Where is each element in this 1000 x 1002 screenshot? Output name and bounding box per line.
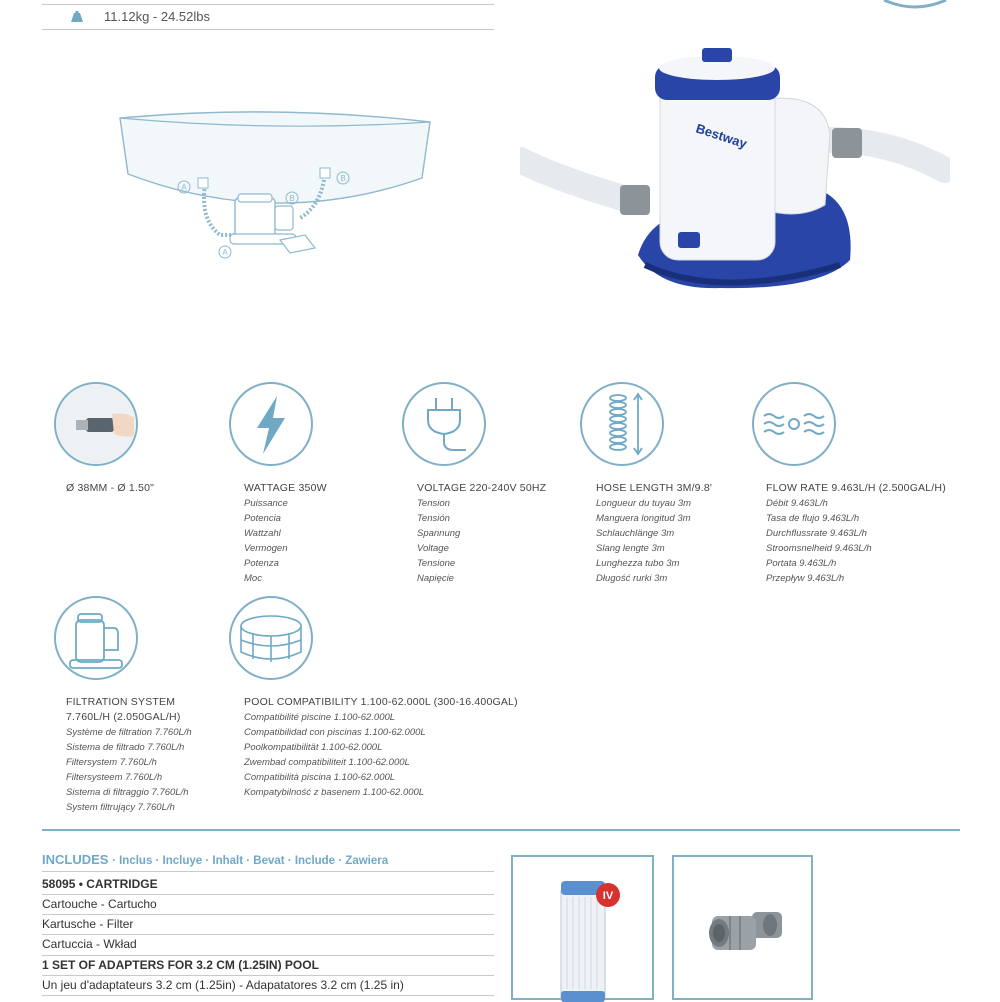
- plug-icon: [402, 382, 486, 466]
- diagram-label-b2: B: [289, 194, 295, 203]
- spec-connector-title: Ø 38MM - Ø 1.50": [66, 482, 155, 494]
- weight-icon: [70, 11, 84, 23]
- spec-hose-fr: Longueur du tuyau 3m: [596, 498, 692, 509]
- filter-pump-icon: [54, 596, 138, 680]
- spec-flow-rate-pl: Przepływ 9.463L/h: [766, 573, 845, 584]
- spec-pool-title: POOL COMPATIBILITY 1.100-62.000L (300-16.400GAL): [244, 696, 518, 708]
- spec-filtration-es: Sistema de filtrado 7.760L/h: [66, 742, 185, 753]
- spec-filtration-it: Sistema di filtraggio 7.760L/h: [66, 787, 189, 798]
- spec-voltage-title: VOLTAGE 220-240V 50HZ: [417, 482, 547, 494]
- spec-hose-title: HOSE LENGTH 3M/9.8': [596, 482, 713, 494]
- spec-pool-fr: Compatibilité piscine 1.100-62.000L: [244, 712, 396, 723]
- includes-rule-6: [42, 995, 494, 996]
- logo-arc-icon: [880, 0, 950, 10]
- weight-label: 11.12kg - 24.52lbs: [104, 9, 210, 24]
- spec-flow-rate: [766, 481, 946, 586]
- cartridge-image-box: [511, 855, 654, 1000]
- include-adapters-fr-es: Un jeu d'adaptateurs 3.2 cm (1.25in) - Adapatatores 3.2 cm (1.25 in): [42, 978, 404, 992]
- spec-hose-de: Schlauchlänge 3m: [596, 528, 675, 539]
- spec-wattage-fr: Puissance: [244, 498, 288, 509]
- spec-filtration-fr: Système de filtration 7.760L/h: [66, 727, 192, 738]
- connector-icon: [54, 382, 138, 466]
- include-cartridge-de-nl: Kartusche - Filter: [42, 917, 134, 931]
- spec-filtration: [66, 695, 192, 815]
- spec-filtration-nl: Filtersysteem 7.760L/h: [66, 772, 163, 783]
- include-cartridge-title: 58095 • CARTRIDGE: [42, 877, 158, 891]
- spec-hose: [596, 481, 712, 586]
- filter-pump-product-image: [520, 40, 950, 300]
- includes-heading: [42, 852, 388, 867]
- diagram-label-a2: A: [222, 248, 228, 257]
- spec-wattage-title: WATTAGE 350W: [244, 482, 327, 494]
- weight-divider: [42, 29, 494, 30]
- spec-hose-es: Manguera longitud 3m: [596, 513, 691, 524]
- includes-rule-3: [42, 934, 494, 935]
- includes-rule-4: [42, 955, 494, 956]
- spec-connector: [66, 481, 154, 496]
- weight-row: [70, 9, 210, 24]
- cartridge-badge: IV: [602, 890, 614, 902]
- spec-pool-de: Poolkompatibilität 1.100-62.000L: [244, 742, 383, 753]
- spec-pool-es: Compatibilidad con piscinas 1.100-62.000L: [244, 727, 426, 738]
- diagram-label-a: A: [181, 183, 187, 192]
- spec-wattage: [244, 481, 327, 586]
- spec-hose-it: Lunghezza tubo 3m: [596, 558, 680, 569]
- spec-pool-it: Compatibilità piscina 1.100-62.000L: [244, 772, 396, 783]
- spec-flow-rate-title: FLOW RATE 9.463L/H (2.500GAL/H): [766, 482, 946, 494]
- installation-diagram: [110, 110, 440, 270]
- spec-flow-rate-it: Portata 9.463L/h: [766, 558, 837, 569]
- top-divider: [42, 4, 494, 5]
- flow-icon: [752, 382, 836, 466]
- spec-filtration-pl: System filtrujący 7.760L/h: [66, 802, 175, 813]
- spec-flow-rate-nl: Stroomsnelheid 9.463L/h: [766, 543, 872, 554]
- spec-voltage: [417, 481, 546, 586]
- includes-rule-5: [42, 975, 494, 976]
- spec-filtration-title: FILTRATION SYSTEM: [66, 696, 176, 708]
- includes-rule-2: [42, 914, 494, 915]
- diagram-label-b: B: [340, 174, 346, 183]
- include-adapters-title: 1 SET OF ADAPTERS FOR 3.2 CM (1.25IN) POOL: [42, 958, 319, 972]
- adapter-image: [704, 902, 789, 962]
- spec-voltage-es: Tensión: [417, 513, 450, 524]
- spec-pool-nl: Zwembad compatibiliteit 1.100-62.000L: [244, 757, 410, 768]
- adapter-image-box: [672, 855, 813, 1000]
- spec-hose-pl: Długość rurki 3m: [596, 573, 668, 584]
- spec-filtration-title-2: 7.760L/H (2.050GAL/H): [66, 711, 181, 723]
- spec-voltage-fr: Tension: [417, 498, 450, 509]
- include-cartridge-it-pl: Cartuccia - Wkład: [42, 937, 137, 951]
- spec-voltage-pl: Napięcie: [417, 573, 454, 584]
- cartridge-image: [553, 881, 623, 1002]
- spec-wattage-de: Wattzahl: [244, 528, 281, 539]
- hose-icon: [580, 382, 664, 466]
- spec-flow-rate-de: Durchflussrate 9.463L/h: [766, 528, 867, 539]
- spec-filtration-de: Filtersystem 7.760L/h: [66, 757, 157, 768]
- spec-hose-nl: Slang lengte 3m: [596, 543, 665, 554]
- spec-pool-compatibility: [244, 695, 518, 800]
- spec-wattage-it: Potenza: [244, 558, 279, 569]
- spec-wattage-nl: Vermogen: [244, 543, 288, 554]
- include-cartridge-fr-es: Cartouche - Cartucho: [42, 897, 157, 911]
- includes-rule-1: [42, 894, 494, 895]
- spec-flow-rate-es: Tasa de flujo 9.463L/h: [766, 513, 860, 524]
- spec-voltage-it: Tensione: [417, 558, 456, 569]
- includes-title: INCLUDES: [42, 852, 109, 867]
- lightning-icon: [229, 382, 313, 466]
- brand-label: Bestway: [694, 120, 749, 152]
- spec-wattage-pl: Moc: [244, 573, 262, 584]
- includes-divider: [42, 829, 960, 831]
- pool-icon: [229, 596, 313, 680]
- includes-title-translations: · Inclus · Incluye · Inhalt · Bevat · Include · Zawiera: [112, 855, 389, 867]
- includes-rule-0: [42, 871, 494, 872]
- spec-pool-pl: Kompatybilność z basenem 1.100-62.000L: [244, 787, 425, 798]
- spec-voltage-de: Spannung: [417, 528, 461, 539]
- spec-flow-rate-fr: Débit 9.463L/h: [766, 498, 828, 509]
- spec-wattage-es: Potencia: [244, 513, 281, 524]
- spec-voltage-nl: Voltage: [417, 543, 449, 554]
